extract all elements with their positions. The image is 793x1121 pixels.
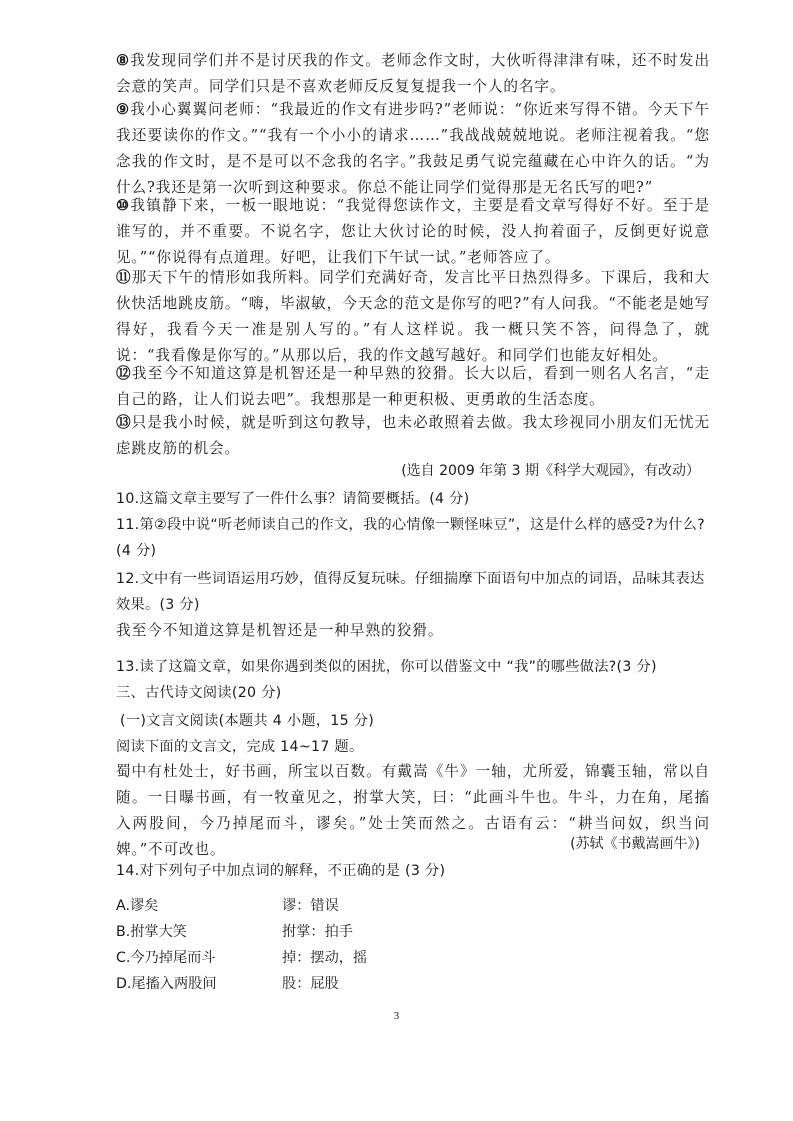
page-number: 3 [393, 1010, 400, 1022]
paragraph-number: ⑪ [116, 269, 132, 286]
paragraph-number: ⑩ [116, 197, 131, 214]
classical-passage: 蜀中有杜处士，好书画，所宝以百数。有戴嵩《牛》一轴，尤所爱，锦囊玉轴，常以自随。一日曝书画，有一牧童见之，拊掌大笑，曰：“此画斗牛也。牛斗，力在角，尾搐入两股间，今乃掉尾而斗，谬矣。”处士笑而然之。古语有云：“耕当问奴，织当问婢。”不可改也。 [116, 763, 710, 858]
paragraph-text: 我镇静下来，一板一眼地说：“我觉得您读作文，主要是看文章写得好不好。至于是谁写的，并不重要。不说名字，您让大伙讨论的时候，没人拘着面子，反倒更好说意见。”“你说得有点道理。好吧，让我们下午试一试。”老师答应了。 [116, 197, 710, 266]
paragraph-11 [116, 265, 710, 369]
option-label: B.拊掌大笑 [116, 924, 187, 940]
paragraph-text: 只是我小时候，就是听到这句教导，也未必敢照着去做。我太珍视同小朋友们无忧无虑跳皮筋的机会。 [116, 414, 710, 457]
question-11: 11.第②段中说“听老师读自己的作文，我的心情像一颗怪味豆”，这是什么样的感受?为什么? (4 分) [116, 517, 705, 559]
paragraph-text: 我发现同学们并不是讨厌我的作文。老师念作文时，大伙听得津津有味，还不时发出会意的笑声。同学们只是不喜欢老师反反复复提我一个人的名字。 [116, 52, 710, 95]
question-10: 10.这篇文章主要写了一件什么事？请简要概括。(4 分) [116, 491, 470, 507]
paragraph-number: ⑫ [116, 365, 132, 382]
paragraph-number: ⑨ [116, 101, 131, 118]
question-14-stem: 14.对下列句子中加点词的解释，不正确的是 (3 分) [116, 863, 446, 879]
option-label: C.今乃掉尾而斗 [116, 950, 216, 966]
paragraph-number: ⑧ [116, 52, 131, 69]
question-12-sentence: 我至今不知道这算是机智还是一种早熟的狡猾。 [116, 622, 444, 639]
paragraph-number: ⑬ [116, 414, 132, 431]
option-label: A.谬矣 [116, 898, 159, 914]
paragraph-text: 我至今不知道这算是机智还是一种早熟的狡猾。长大以后，看到一则名人名言，“走自己的路，让人们说去吧”。我想那是一种更积极、更勇敢的生活态度。 [116, 365, 710, 408]
option-a [116, 895, 339, 917]
option-c [116, 947, 367, 969]
paragraph-text: 那天下午的情形如我所料。同学们充满好奇，发言比平日热烈得多。下课后，我和大伙快活地跳皮筋。“嗨，毕淑敏，今天念的范文是你写的吧?”有人问我。“不能老是她写得好，我看今天一准是别人写的。”有人这样说。我一概只笑不答，问得急了，就说：“我看像是你写的。”从那以后，我的作文越写越好。和同学们也能友好相处。 [116, 269, 710, 364]
paragraph-10 [116, 193, 710, 271]
option-gloss: 谬：错误 [282, 898, 339, 914]
section-heading: 三、古代诗文阅读(20 分) [116, 685, 282, 701]
question-12: 12.文中有一些词语运用巧妙，值得反复玩味。仔细揣摩下面语句中加点的词语，品味其表达效果。(3 分) [116, 571, 705, 613]
paragraph-8 [116, 48, 710, 100]
reading-instruction: 阅读下面的文言文，完成 14~17 题。 [116, 739, 364, 755]
classical-passage-source: (苏轼《书戴嵩画牛》) [570, 836, 700, 852]
subsection-heading: (一)文言文阅读(本题共 4 小题，15 分) [120, 713, 375, 729]
paragraph-text: 我小心翼翼问老师：“我最近的作文有进步吗?”老师说：“你近来写得不错。今天下午我还要读你的作文。”“我有一个小小的请求……”我战战兢兢地说。老师注视着我。“您念我的作文时，是不是可以不念我的名字。”我鼓足勇气说完蕴藏在心中许久的话。“为什么?我还是第一次听到这种要求。你总不能让同学们觉得那是无名氏写的吧?” [116, 101, 711, 196]
option-d [116, 973, 339, 995]
paragraph-13 [116, 410, 710, 462]
option-gloss: 拊掌：拍手 [282, 924, 353, 940]
passage-source: (选自 2009 年第 3 期《科学大观园》，有改动） [401, 463, 700, 479]
option-label: D.尾搐入两股间 [116, 976, 217, 992]
option-b [116, 921, 353, 943]
option-gloss: 掉：摆动，摇 [282, 950, 368, 966]
option-gloss: 股：屁股 [282, 976, 339, 992]
paragraph-12 [116, 361, 710, 413]
paragraph-9 [116, 97, 710, 201]
question-13: 13.读了这篇文章，如果你遇到类似的困扰，你可以借鉴文中 “我”的哪些做法?(3 分) [116, 659, 657, 675]
